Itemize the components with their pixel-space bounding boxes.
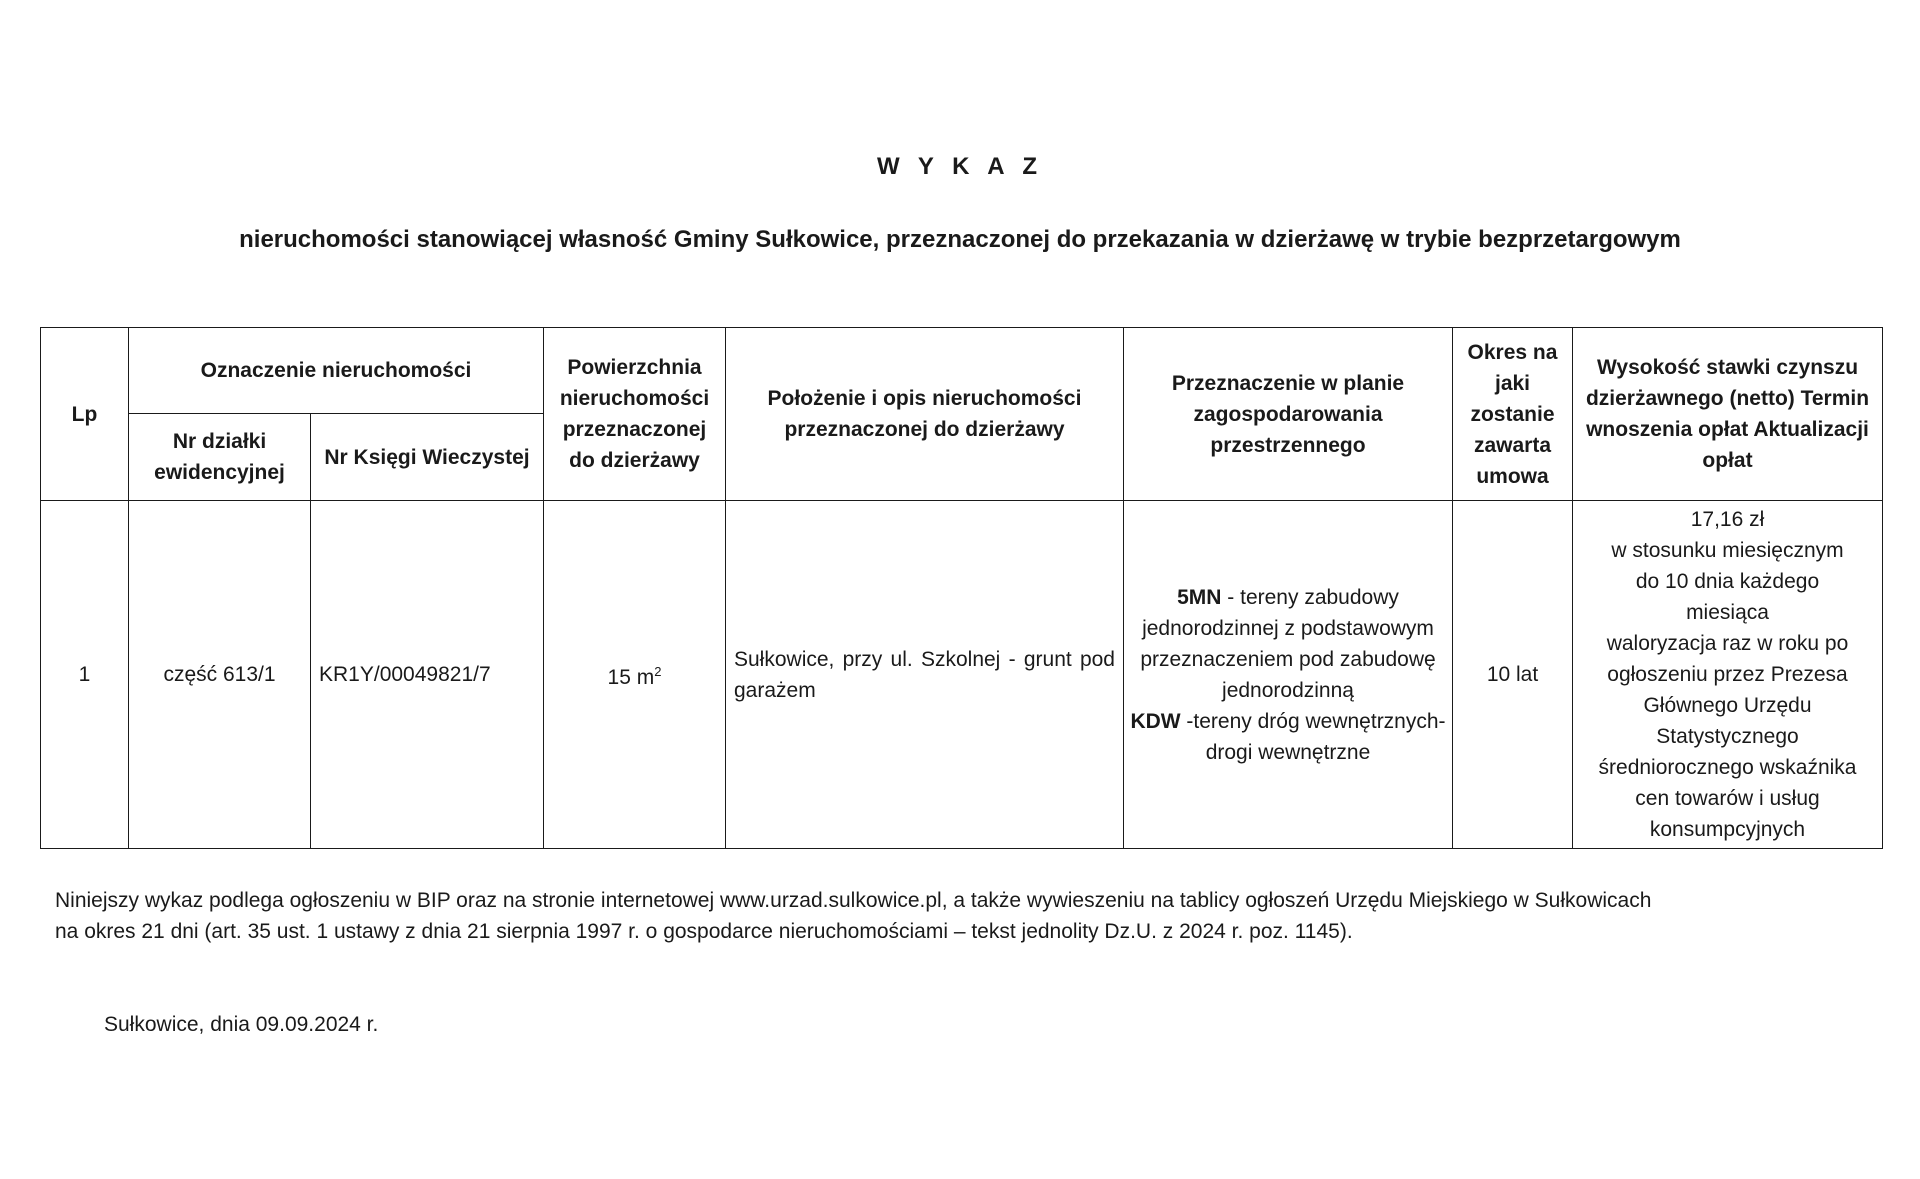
cell-lp: 1 [41,501,129,849]
cell-nr-ksiegi: KR1Y/00049821/7 [311,501,544,849]
cell-okres: 10 lat [1453,501,1573,849]
rent-indexation: waloryzacja raz w roku po ogłoszeniu przez Prezesa Głównego Urzędu Statystycznego średniorocznego wskaźnika cen towarów i usług konsumpcyjnych [1598,632,1857,841]
document-title: W Y K A Z [876,153,1043,180]
document-date: Sułkowice, dnia 09.09.2024 r. [104,1013,379,1036]
header-nr-dzialki: Nr działki ewidencyjnej [129,414,311,501]
property-table [40,327,1883,849]
header-przeznaczenie: Przeznaczenie w planie zagospodarowania przestrzennego [1124,328,1453,501]
location-description: Sułkowice, przy ul. Szkolnej - grunt pod garażem [734,647,1115,702]
rent-amount: 17,16 zł [1690,508,1765,531]
area-unit-exponent: 2 [654,664,662,679]
zoning-code-5mn: 5MN [1177,585,1222,609]
cell-nr-dzialki: część 613/1 [129,501,311,849]
cell-polozenie [726,501,1124,849]
cell-wysokosc [1573,501,1883,849]
zoning-text-5mn: - tereny zabudowy jednorodzinnej z podstawowym przeznaczeniem pod zabudowę jednorodzinną [1140,585,1436,702]
notice-line-1: Niniejszy wykaz podlega ogłoszeniu w BIP oraz na stronie internetowej www.urzad.sulkowice.pl, a także wywieszeniu na tablicy ogłoszeń Urzędu Miejskiego w Sułkowicach [55,889,1652,912]
header-lp: Lp [41,328,129,501]
table-header-row [41,328,1883,414]
publication-notice [55,885,1875,947]
zoning-code-kdw: KDW [1130,709,1181,733]
table-row [41,501,1883,849]
header-oznaczenie: Oznaczenie nieruchomości [129,328,544,414]
header-wysokosc: Wysokość stawki czynszu dzierżawnego (netto) Termin wnoszenia opłat Aktualizacji opłat [1573,328,1883,501]
header-okres: Okres na jaki zostanie zawarta umowa [1453,328,1573,501]
area-value: 15 m [607,666,655,689]
document-subtitle: nieruchomości stanowiącej własność Gminy Sułkowice, przeznaczonej do przekazania w dzierżawę w trybie bezprzetargowym [239,226,1681,253]
zoning-text-kdw: -tereny dróg wewnętrznych-drogi wewnętrzne [1180,709,1446,764]
header-nr-ksiegi: Nr Księgi Wieczystej [311,414,544,501]
cell-powierzchnia [544,501,726,849]
notice-line-2: na okres 21 dni (art. 35 ust. 1 ustawy z dnia 21 sierpnia 1997 r. o gospodarce nieruchomościami – tekst jednolity Dz.U. z 2024 r. poz. 1145). [55,920,1353,943]
header-powierzchnia: Powierzchnia nieruchomości przeznaczonej do dzierżawy [544,328,726,501]
payment-term: w stosunku miesięcznym do 10 dnia każdego miesiąca [1611,539,1844,624]
header-polozenie: Położenie i opis nieruchomości przeznaczonej do dzierżawy [726,328,1124,501]
cell-przeznaczenie [1124,501,1453,849]
